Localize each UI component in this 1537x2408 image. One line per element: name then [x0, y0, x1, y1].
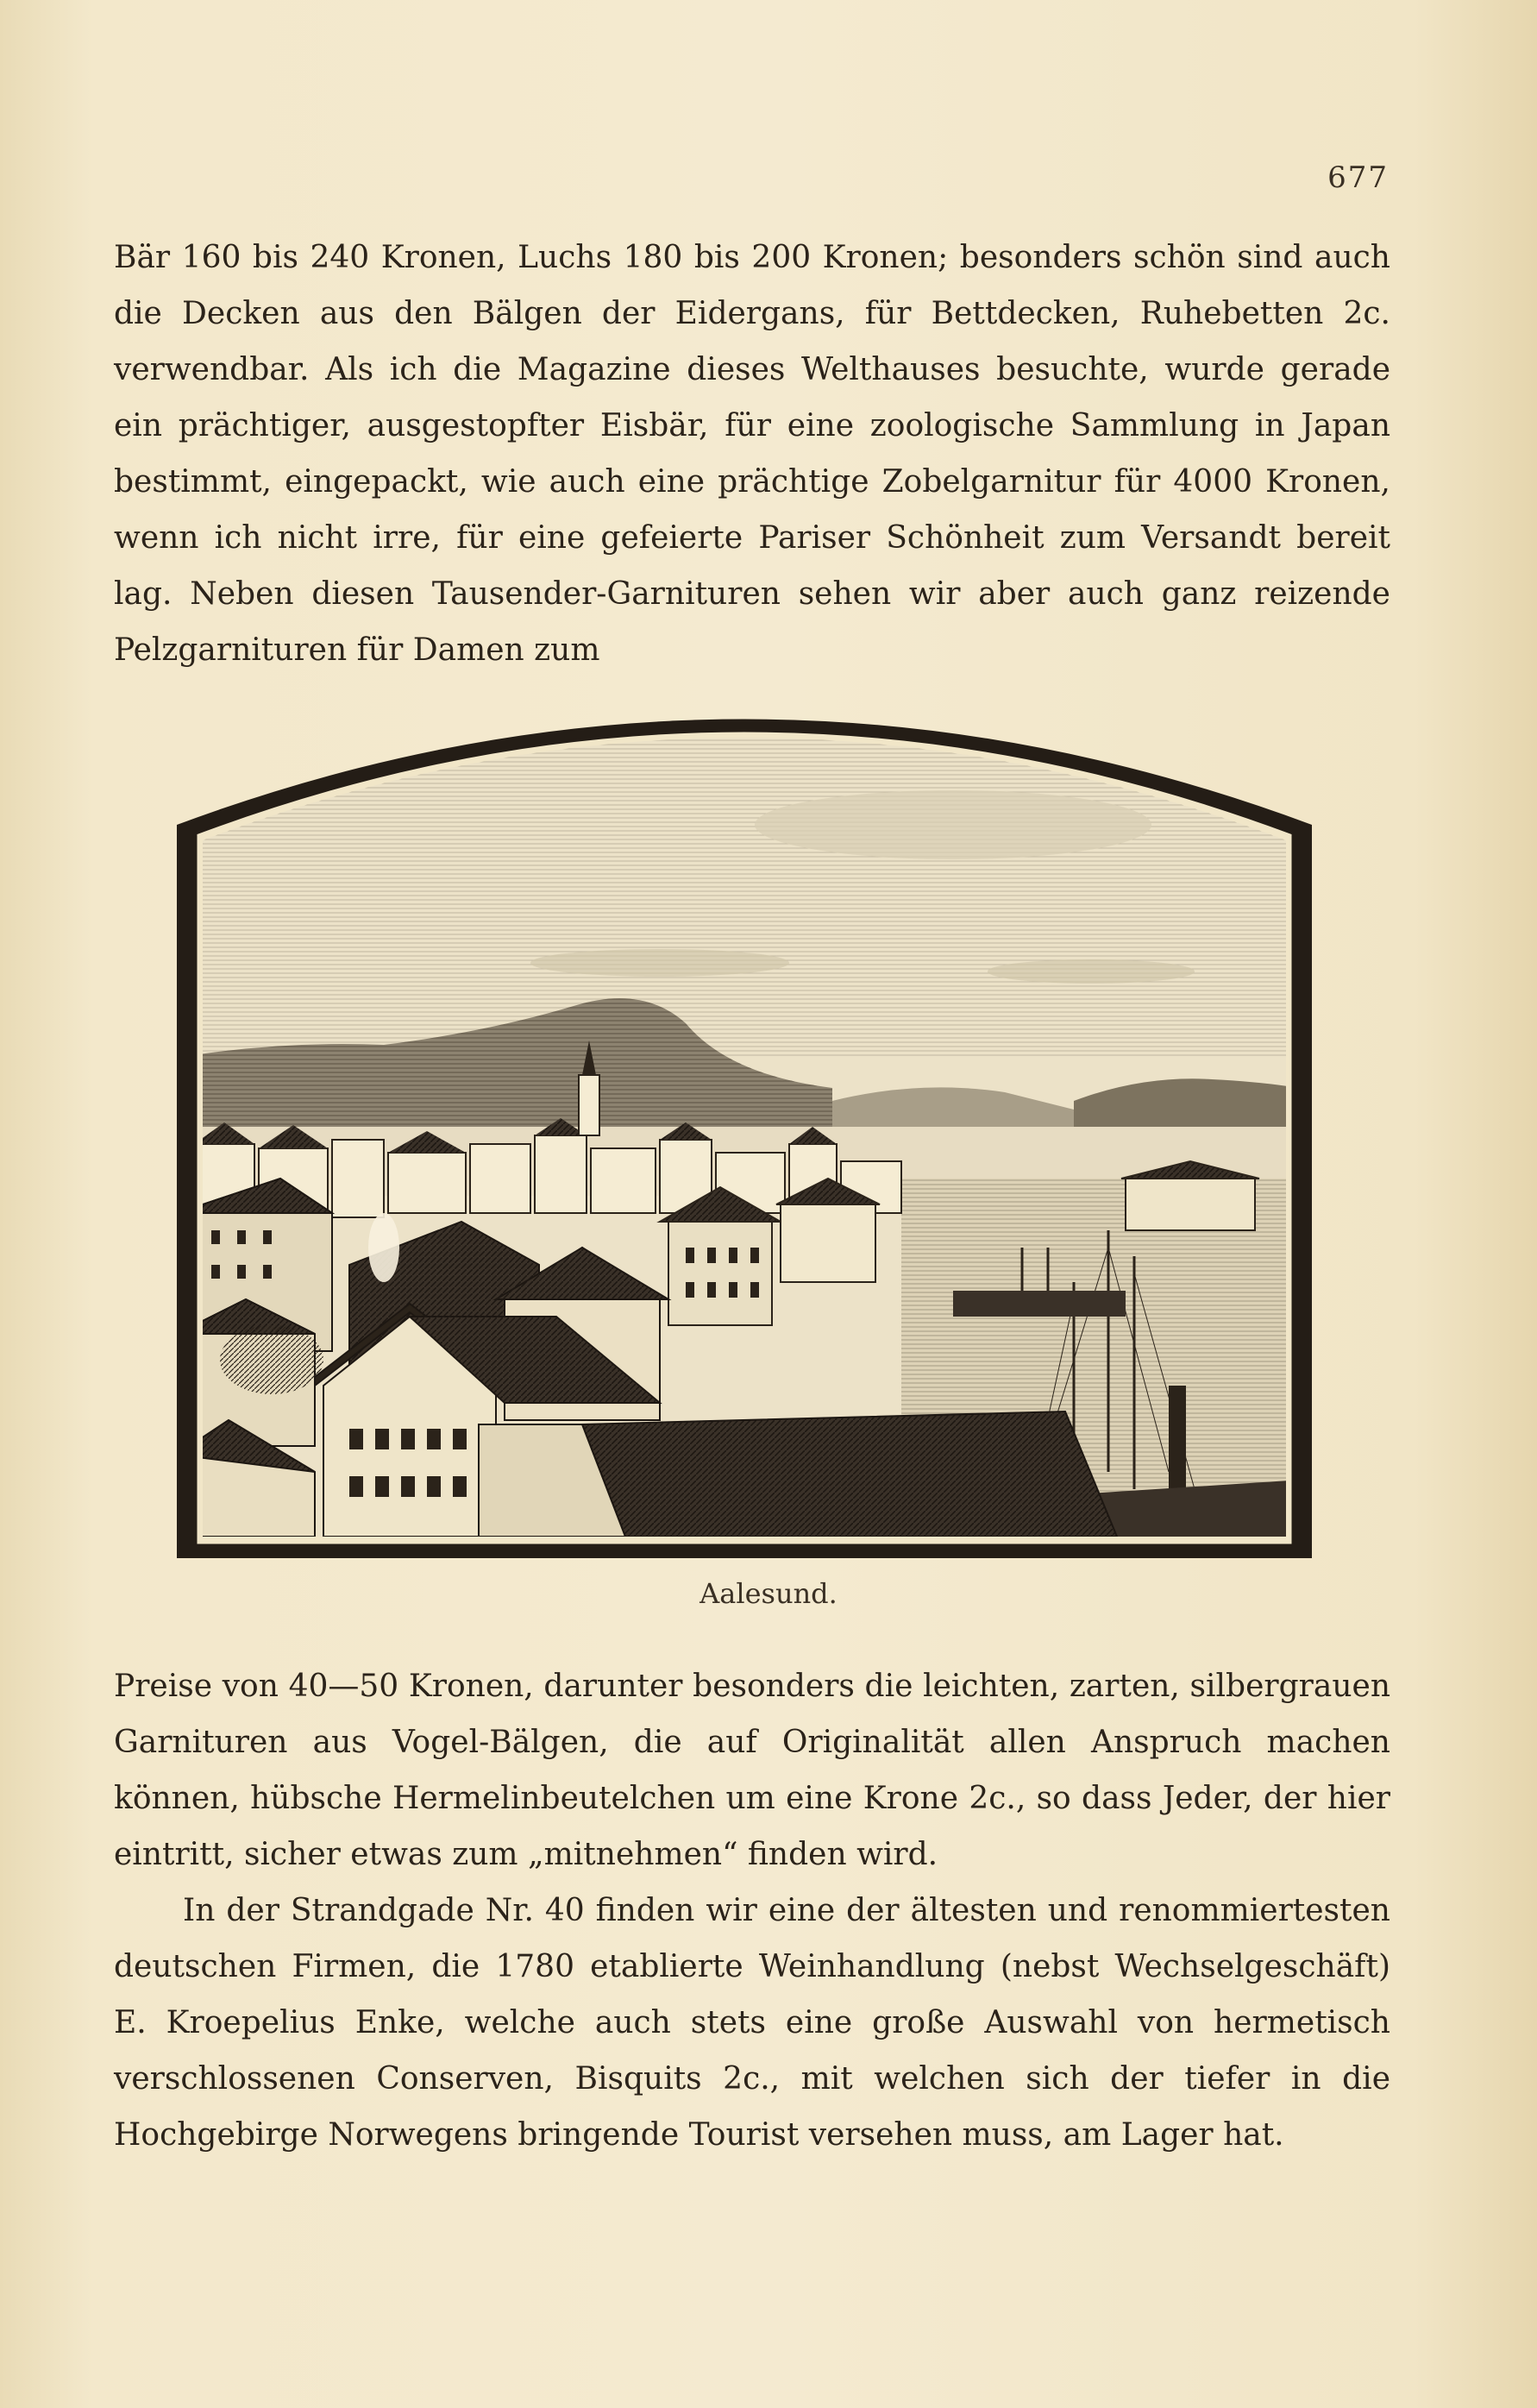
body-text-bottom: [114, 1658, 1390, 2163]
harbor-town-engraving-icon: [177, 695, 1312, 1558]
body-text-top: [114, 229, 1390, 678]
paragraph: In der Strandgade Nr. 40 finden wir eine der ältesten und renommiertesten deutschen Firmen, die 1780 etablierte Weinhandlung (nebst Wechselgeschäft) E. Kroepelius Enke, welche auch stets eine große Auswahl von hermetisch verschlossenen Conserven, Bisquits 2c., mit welchen sich der tiefer in die Hochgebirge Norwegens bringende Tourist versehen muss, am Lager hat.: [114, 1893, 1390, 2153]
page-number: 677: [1327, 160, 1389, 195]
paragraph: Bär 160 bis 240 Kronen, Luchs 180 bis 200 Kronen; besonders schön sind auch die Decken aus den Bälgen der Eidergans, für Bettdecken, Ruhebetten 2c. verwendbar. Als ich die Magazine dieses Welthauses besuchte, wurde gerade ein prächtiger, ausgestopfter Eisbär, für eine zoologische Sammlung in Japan bestimmt, eingepackt, wie auch eine prächtige Zobelgarnitur für 4000 Kronen, wenn ich nicht irre, für eine gefeierte Pariser Schönheit zum Versandt bereit lag. Neben diesen Tausender-Garnituren sehen wir aber auch ganz reizende Pelzgarnituren für Damen zum: [114, 240, 1390, 668]
engraving-illustration: [177, 695, 1312, 1558]
paragraph: Preise von 40—50 Kronen, darunter besonders die leichten, zarten, silbergrauen Garnituren aus Vogel-Bälgen, die auf Originalität allen Anspruch machen können, hübsche Hermelinbeutelchen um eine Krone 2c., so dass Jeder, der hier eintritt, sicher etwas zum „mitnehmen“ finden wird.: [114, 1669, 1390, 1872]
figure-caption: Aalesund.: [699, 1577, 838, 1610]
